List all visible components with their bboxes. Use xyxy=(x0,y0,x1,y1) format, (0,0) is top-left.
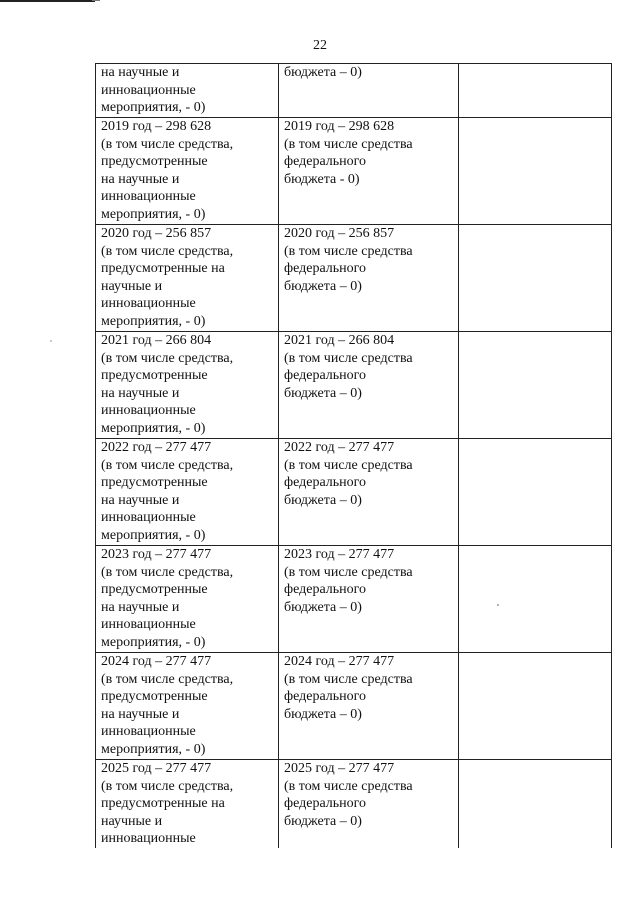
scan-edge-mark-tail xyxy=(92,0,100,1)
table-cell-federal-funding: 2024 год – 277 477 (в том числе средства федерального бюджета – 0) xyxy=(279,653,459,760)
table-cell-empty xyxy=(459,653,612,760)
table-cell-empty xyxy=(459,439,612,546)
scan-speck xyxy=(50,340,52,342)
scan-edge-mark xyxy=(0,0,95,2)
table-cell-federal-funding: 2023 год – 277 477 (в том числе средства федерального бюджета – 0) xyxy=(279,546,459,653)
table-row xyxy=(96,653,612,760)
table-cell-empty xyxy=(459,225,612,332)
table-cell-federal-funding: 2019 год – 298 628 (в том числе средства федерального бюджета - 0) xyxy=(279,118,459,225)
funding-table xyxy=(95,63,612,848)
table-row xyxy=(96,760,612,848)
table-row xyxy=(96,64,612,118)
table-cell-empty xyxy=(459,760,612,848)
table-cell-empty xyxy=(459,546,612,653)
table-cell-federal-funding: 2020 год – 256 857 (в том числе средства федерального бюджета – 0) xyxy=(279,225,459,332)
table-cell-total-funding: 2022 год – 277 477 (в том числе средства, предусмотренные на научные и инновационные мероприятия, - 0) xyxy=(96,439,279,546)
table-cell-total-funding: 2024 год – 277 477 (в том числе средства, предусмотренные на научные и инновационные мероприятия, - 0) xyxy=(96,653,279,760)
table-row xyxy=(96,118,612,225)
table-cell-total-funding: на научные и инновационные мероприятия, - 0) xyxy=(96,64,279,118)
table-cell-total-funding: 2021 год – 266 804 (в том числе средства, предусмотренные на научные и инновационные мероприятия, - 0) xyxy=(96,332,279,439)
scan-speck xyxy=(497,604,499,606)
page-number: 22 xyxy=(313,38,327,53)
table-cell-total-funding: 2019 год – 298 628 (в том числе средства, предусмотренные на научные и инновационные мероприятия, - 0) xyxy=(96,118,279,225)
table-cell-federal-funding: 2025 год – 277 477 (в том числе средства федерального бюджета – 0) xyxy=(279,760,459,848)
table-cell-federal-funding: 2021 год – 266 804 (в том числе средства федерального бюджета – 0) xyxy=(279,332,459,439)
table-cell-total-funding: 2025 год – 277 477 (в том числе средства, предусмотренные на научные и инновационные xyxy=(96,760,279,848)
table-cell-empty xyxy=(459,332,612,439)
table-cell-federal-funding: 2022 год – 277 477 (в том числе средства федерального бюджета – 0) xyxy=(279,439,459,546)
table-row xyxy=(96,332,612,439)
table-cell-total-funding: 2023 год – 277 477 (в том числе средства, предусмотренные на научные и инновационные мероприятия, - 0) xyxy=(96,546,279,653)
table-cell-empty xyxy=(459,64,612,118)
table-row xyxy=(96,546,612,653)
table-cell-empty xyxy=(459,118,612,225)
table-row xyxy=(96,439,612,546)
table-row xyxy=(96,225,612,332)
table-cell-total-funding: 2020 год – 256 857 (в том числе средства, предусмотренные на научные и инновационные мероприятия, - 0) xyxy=(96,225,279,332)
table-cell-federal-funding: бюджета – 0) xyxy=(279,64,459,118)
